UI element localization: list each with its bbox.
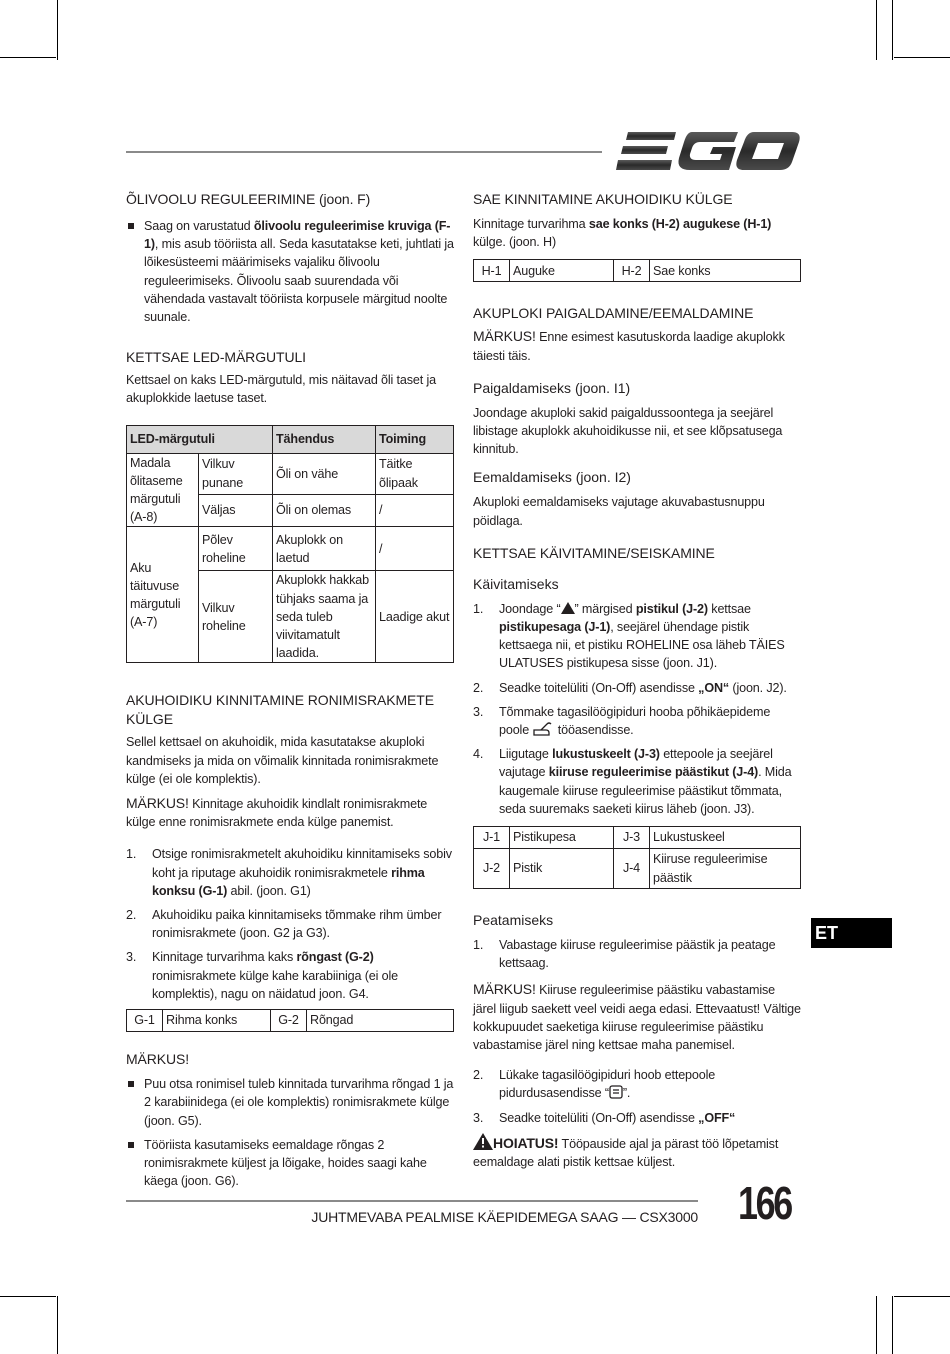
crop-mark: [894, 1296, 950, 1297]
table-cell: Täitke õlipaak: [376, 453, 454, 494]
list-item: 2. Lükake tagasilöögipiduri hoob ettepoole pidurdusasendisse “ ”.: [473, 1068, 716, 1101]
list-item: 1. Vabastage kiiruse reguleerimise päästik ja peatage kettsaag.: [473, 938, 776, 971]
crop-mark: [876, 0, 877, 60]
led-intro: Kettsael on kaks LED-märgutuld, mis näitavad õli taset ja akuplokkide laetuse taset.: [126, 373, 436, 406]
table-cell: Aku täituvuse märgutuli (A-7): [127, 527, 199, 663]
table-cell: H-1: [474, 260, 510, 282]
table-cell: Pistik: [510, 849, 614, 889]
holder-heading: AKUHOIDIKU KINNITAMINE RONIMISRAKMETE KÜLGE: [126, 692, 434, 728]
table-cell: Vilkuv punane: [199, 453, 273, 494]
triangle-marker-icon: [561, 602, 575, 614]
saw-hook-heading: SAE KINNITAMINE AKUHOIDIKU KÜLGE: [473, 191, 733, 207]
crop-mark: [0, 1296, 56, 1297]
table-header: Toiming: [376, 425, 454, 453]
pack-note: MÄRKUS! Enne esimest kasutuskorda laadige akuplokk täiesti täis.: [473, 328, 785, 363]
ego-logo: [616, 130, 800, 172]
hook-parts-table: [473, 259, 801, 282]
pack-heading: AKUPLOKI PAIGALDAMINE/EEMALDAMINE: [473, 305, 754, 322]
table-cell: H-2: [614, 260, 650, 282]
stop-note: MÄRKUS! Kiiruse reguleerimise päästiku vabastamise järel liigub saekett veel veidi aega edasi. Ettevaatust! Vältige kokkupuudet saeketiga kiiruse reguleerimise päästiku vabastamise järel ning kettsae maha panemisel.: [473, 981, 801, 1053]
right-column: [473, 190, 801, 1171]
table-cell: Rihma konks: [163, 1010, 271, 1032]
table-cell: Pistikupesa: [510, 827, 614, 849]
left-column: [126, 190, 454, 1190]
table-cell: Laadige akut: [376, 571, 454, 663]
table-cell: Rõngad: [307, 1010, 454, 1032]
table-cell: Sae konks: [650, 260, 801, 282]
warning-icon: [473, 1133, 493, 1150]
list-item: 3. Tõmmake tagasilöögipiduri hooba põhikäepideme poole tööasendisse.: [473, 704, 771, 738]
holder-parts-table: [126, 1009, 454, 1032]
start-stop-heading: KETTSAE KÄIVITAMINE/SEISKAMINE: [473, 544, 715, 561]
list-item: 2. Akuhoidiku paika kinnitamiseks tõmmake rihm ümber ronimisrakmete (joon. G2 ja G3).: [126, 908, 442, 941]
saw-hook-text: Kinnitage turvarihma sae konks (H-2) augukese (H-1) külge. (joon. H): [473, 217, 772, 250]
crop-mark: [892, 1296, 893, 1354]
holder-intro: Sellel kettsael on akuhoidik, mida kasutatakse akuploki kandmiseks ja mida on võimalik kinnitada ronimisrakmete külge (ei ole komplektis).: [126, 735, 439, 786]
start-subheading: Käivitamiseks: [473, 575, 559, 592]
list-item: Tööriista kasutamiseks eemaldage rõngas 2 ronimisrakmete küljest ja lõigake, hoides saagi kahe käega (joon. G6).: [126, 1136, 454, 1191]
crop-mark: [57, 1296, 58, 1354]
stop-subheading: Peatamiseks: [473, 912, 554, 929]
table-header: LED-märgutuli: [127, 425, 273, 453]
table-cell: J-2: [474, 849, 510, 889]
table-cell: J-1: [474, 827, 510, 849]
note-list: [126, 1075, 454, 1190]
list-item: Saag on varustatud õlivoolu reguleerimise kruviga (F-1), mis asub tööriista all. Seda kasutatakse keti, juhtlati ja lõikesüsteemi määrimiseks vajaliku õlivoolu reguleerimiseks. Õlivoolu saab suurendada või vähendada vastavalt tööriista korpusele märgitud noolte suunale.: [126, 217, 454, 326]
list-item: 4. Liigutage lukustuskeelt (J-3) ettepoole ja seejärel vajutage kiiruse reguleerimise päästikut (J-4). Mida kaugemale kiiruse reguleerimise päästikut tõmmata, seda suuremaks saeketi kiirus läheb (joon. J3).: [473, 747, 792, 816]
table-cell: /: [376, 527, 454, 571]
led-table: [126, 425, 454, 664]
table-cell: Vilkuv roheline: [199, 571, 273, 663]
table-cell: Akuplokk on laetud: [273, 527, 376, 571]
table-cell: Õli on olemas: [273, 494, 376, 527]
table-cell: /: [376, 494, 454, 527]
stop-steps-1: [473, 936, 801, 972]
holder-note: MÄRKUS! Kinnitage akuhoidik kindlalt ronimisrakmete külge enne ronimisrakmete enda külge panemist.: [126, 795, 428, 830]
footer-title: JUHTMEVABA PEALMISE KÄEPIDEMEGA SAAG — CSX3000: [311, 1209, 698, 1225]
brake-run-icon: [532, 722, 554, 736]
brake-stop-icon: [609, 1085, 623, 1099]
note-heading: MÄRKUS!: [126, 1051, 190, 1068]
list-item: 3. Kinnitage turvarihma kaks rõngast (G-2) ronimisrakmete külge kahe karabiiniga (ei ole komplektis), nagu on näidatud joon. G4.: [126, 950, 398, 1001]
table-cell: Madala õlitaseme märgutuli (A-8): [127, 453, 199, 527]
list-item: 2. Seadke toitelüliti (On-Off) asendisse „ON“ (joon. J2).: [473, 680, 787, 695]
warning-text: HOIATUS! Tööpauside ajal ja pärast töö lõpetamist eemaldage alati pistik kettsae küljest.: [473, 1134, 779, 1170]
start-parts-table: [473, 826, 801, 889]
remove-heading: Eemaldamiseks (joon. I2): [473, 469, 631, 486]
crop-mark: [57, 0, 58, 60]
table-cell: Akuplokk hakkab tühjaks saama ja seda tuleb viivitamatult laadida.: [273, 571, 376, 663]
table-cell: Õli on vähe: [273, 453, 376, 494]
crop-mark: [0, 57, 56, 58]
table-cell: Auguke: [510, 260, 614, 282]
language-tab: ET: [811, 918, 892, 948]
oil-flow-heading: ÕLIVOOLU REGULEERIMINE (joon. F): [126, 191, 371, 207]
start-steps: [473, 600, 801, 818]
remove-text: Akuploki eemaldamiseks vajutage akuvabastusnuppu pöidlaga.: [473, 495, 765, 528]
holder-steps: [126, 845, 454, 1003]
led-heading: KETTSAE LED-MÄRGUTULI: [126, 349, 306, 366]
list-item: 1. Joondage “ ” märgised pistikul (J-2) kettsae pistikupesaga (J-1), seejärel ühendage pistik kettsaega nii, et pistiku ROHELINE osa läheb TÄIES ULATUSES pistikupesa sisse (joon. J1).: [473, 601, 785, 671]
stop-steps-2: [473, 1066, 801, 1127]
header-rule: [126, 151, 602, 153]
footer-rule: [126, 1200, 698, 1202]
crop-mark: [876, 1296, 877, 1354]
table-cell: J-3: [614, 827, 650, 849]
oil-flow-list: [126, 217, 454, 326]
crop-mark: [892, 0, 893, 60]
install-text: Joondage akuploki sakid paigaldussoontega ja seejärel libistage akuplokk akuhoidikusse nii, et see klõpsatusega kinnitub.: [473, 405, 783, 457]
table-cell: Väljas: [199, 494, 273, 527]
table-cell: Kiiruse reguleerimise päästik: [650, 849, 801, 889]
table-header: Tähendus: [273, 425, 376, 453]
list-item: Puu otsa ronimisel tuleb kinnitada turvarihma rõngad 1 ja 2 karabiinidega (ei ole komplektis) ronimisrakmete külge (joon. G5).: [126, 1075, 454, 1130]
install-heading: Paigaldamiseks (joon. I1): [473, 379, 631, 396]
list-item: 3. Seadke toitelüliti (On-Off) asendisse „OFF“: [473, 1110, 736, 1125]
table-cell: Põlev roheline: [199, 527, 273, 571]
crop-mark: [894, 57, 950, 58]
table-cell: G-2: [271, 1010, 307, 1032]
table-cell: J-4: [614, 849, 650, 889]
list-item: 1. Otsige ronimisrakmetelt akuhoidiku kinnitamiseks sobiv koht ja riputage akuhoidik ronimisrakmetele rihma konksu (G-1) abil. (joon. G1): [126, 847, 452, 898]
page-number: 166: [738, 1177, 791, 1229]
table-cell: G-1: [127, 1010, 163, 1032]
table-cell: Lukustuskeel: [650, 827, 801, 849]
